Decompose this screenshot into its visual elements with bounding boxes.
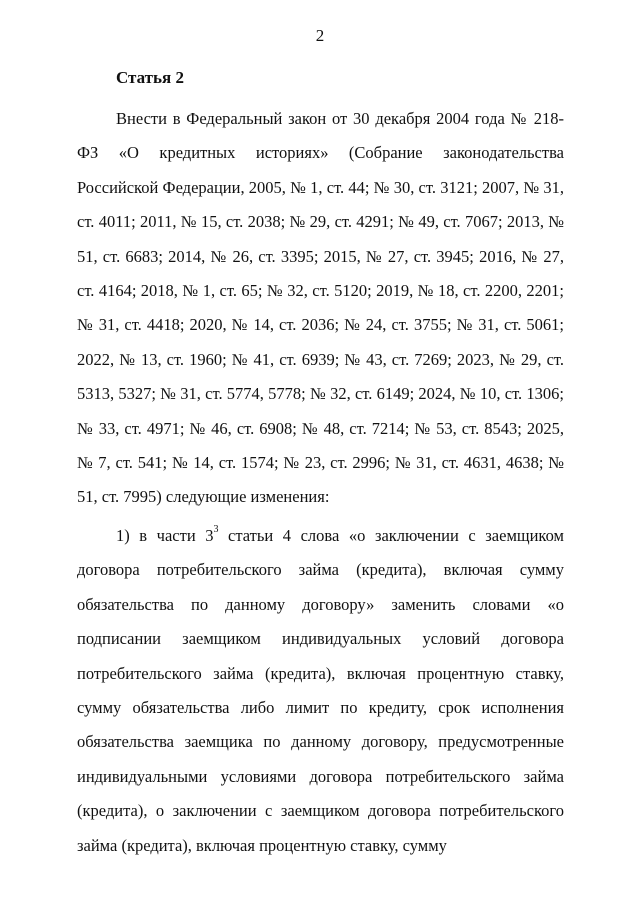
intro-paragraph: Внести в Федеральный закон от 30 декабря 2004 года № 218-ФЗ «О кредитных историях» (Собрание законодательства Российской Федерации, 2005, № 1, ст. 44; № 30, ст. 3121; 2007, № 31, ст. 4011; 2011, № 15, ст. 2038; № 29, ст. 4291; № 49, ст. 7067; 2013, № 51, ст. 6683; 2014, № 26, ст. 3395; 2015, № 27, ст. 3945; 2016, № 27, ст. 4164; 2018, № 1, ст. 65; № 32, ст. 5120; 2019, № 18, ст. 2200, 2201; № 31, ст. 4418; 2020, № 14, ст. 2036; № 24, ст. 3755; № 31, ст. 5061; 2022, № 13, ст. 1960; № 41, ст. 6939; № 43, ст. 7269; 2023, № 29, ст. 5313, 5327; № 31, ст. 5774, 5778; № 32, ст. 6149; 2024, № 10, ст. 1306; № 33, ст. 4971; № 46, ст. 6908; № 48, ст. 7214; № 53, ст. 8543; 2025, № 7, ст. 541; № 14, ст. 1574; № 23, ст. 2996; № 31, ст. 4631, 4638; № 51, ст. 7995) следующие изменения: [77,109,564,507]
item-1-superscript: 3 [213,524,219,536]
item-1-text: статьи 4 слова «о заключении с заемщиком договора потребительского займа (кредита), включая сумму обязательства по данному договору» заменить словами «о подписании заемщиком индивидуальных условий договора потребительского займа (кредита), включая процентную ставку, сумму обязательства либо лимит по кредиту, срок исполнения обязательства заемщика по данному договору, предусмотренные индивидуальными условиями договора потребительского займа (кредита), о заключении с заемщиком договора потребительского займа (кредита), включая процентную ставку, сумму [77,525,564,855]
item-1-prefix: 1) в части 3 [116,525,214,545]
document-body [77,102,564,863]
page-number: 2 [315,26,325,45]
article-heading: Статья 2 [116,68,184,87]
amendment-item-1 [77,519,564,863]
